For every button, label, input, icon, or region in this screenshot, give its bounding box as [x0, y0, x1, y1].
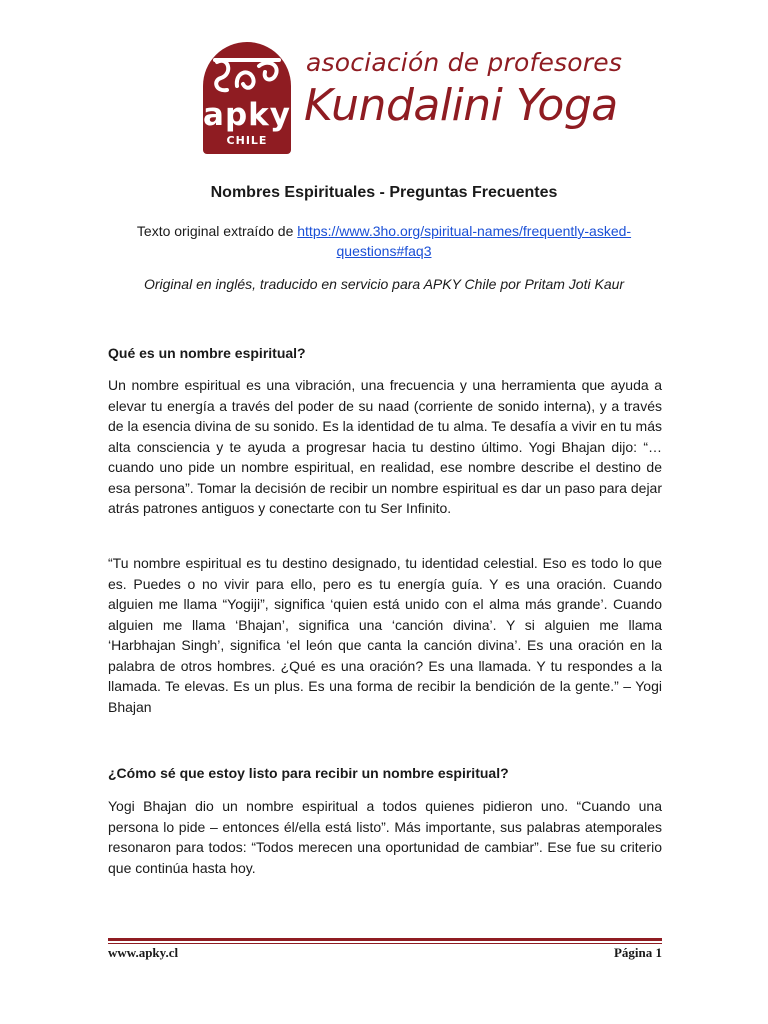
ik-onkar-icon	[209, 52, 285, 98]
question-heading: ¿Cómo sé que estoy listo para recibir un nombre espiritual?	[108, 765, 509, 781]
answer-paragraph: Yogi Bhajan dio un nombre espiritual a todos quienes pidieron uno. “Cuando una persona lo pide – entonces él/ella está listo”. Más importante, sus palabras atemporales resonaron para todos: “Todos merecen una oportunidad de cambiar”. Ese fue su criterio que continúa hasta hoy.	[108, 798, 662, 876]
source-note	[100, 221, 668, 261]
question-heading: Qué es un nombre espiritual?	[108, 345, 306, 361]
translation-note: Original en inglés, traducido en servicio para APKY Chile por Pritam Joti Kaur	[143, 276, 625, 292]
footer-website: www.apky.cl	[108, 945, 179, 960]
footer-divider-thin	[108, 943, 662, 944]
answer-paragraph: Un nombre espiritual es una vibración, una frecuencia y una herramienta que ayuda a elevar tu energía a través del poder de su naad (corriente de sonido interna), y a través de la esencia divina de su sonido. Es la identidad de tu alma. Te desafía a vivir en tu más alta consciencia y te ayuda a progresar hacia tu destino último. Yogi Bhajan dijo: “…cuando uno pide un nombre espiritual, en realidad, ese nombre describe el destino de esa persona”. Tomar la decisión de recibir un nombre espiritual es dar un paso para dejar atrás patrones antiguos y conectarte con tu Ser Infinito.	[108, 377, 662, 516]
document-title: Nombres Espirituales - Preguntas Frecuentes	[210, 184, 558, 201]
logo-country-text: CHILE	[226, 134, 268, 147]
source-link[interactable]: https://www.3ho.org/spiritual-names/frequently-asked-questions#faq3	[297, 223, 632, 259]
answer-paragraph: “Tu nombre espiritual es tu destino designado, tu identidad celestial. Eso es todo lo que es. Puedes o no vivir para ello, pero es tu energía guía. Y es una oración. Cuando alguien me llama “Yogiji”, significa ‘quien está unido con el alma más grande’. Cuando alguien me llama ‘Bhajan’, significa una ‘canción divina’. Y si alguien me llama ‘Harbhajan Singh’, significa ‘el león que canta la canción divina’. Es una oración en la palabra de otros hombres. ¿Qué es una oración? Es una llamada. Y tu respondes a la llamada. Te elevas. Es un plus. Es una forma de recibir la bendición de la gente.” – Yogi Bhajan	[108, 555, 662, 715]
source-prefix: Texto original extraído de	[136, 223, 298, 239]
apky-logo	[203, 42, 623, 158]
logo-association-text: asociación de profesores	[306, 48, 623, 77]
logo-kundalini-text: Kundalini Yoga	[304, 80, 618, 131]
footer-divider	[108, 938, 662, 941]
logo-brand-text: apky	[203, 97, 291, 133]
footer-page-number: Página 1	[613, 945, 662, 960]
logo-emblem	[203, 42, 291, 154]
